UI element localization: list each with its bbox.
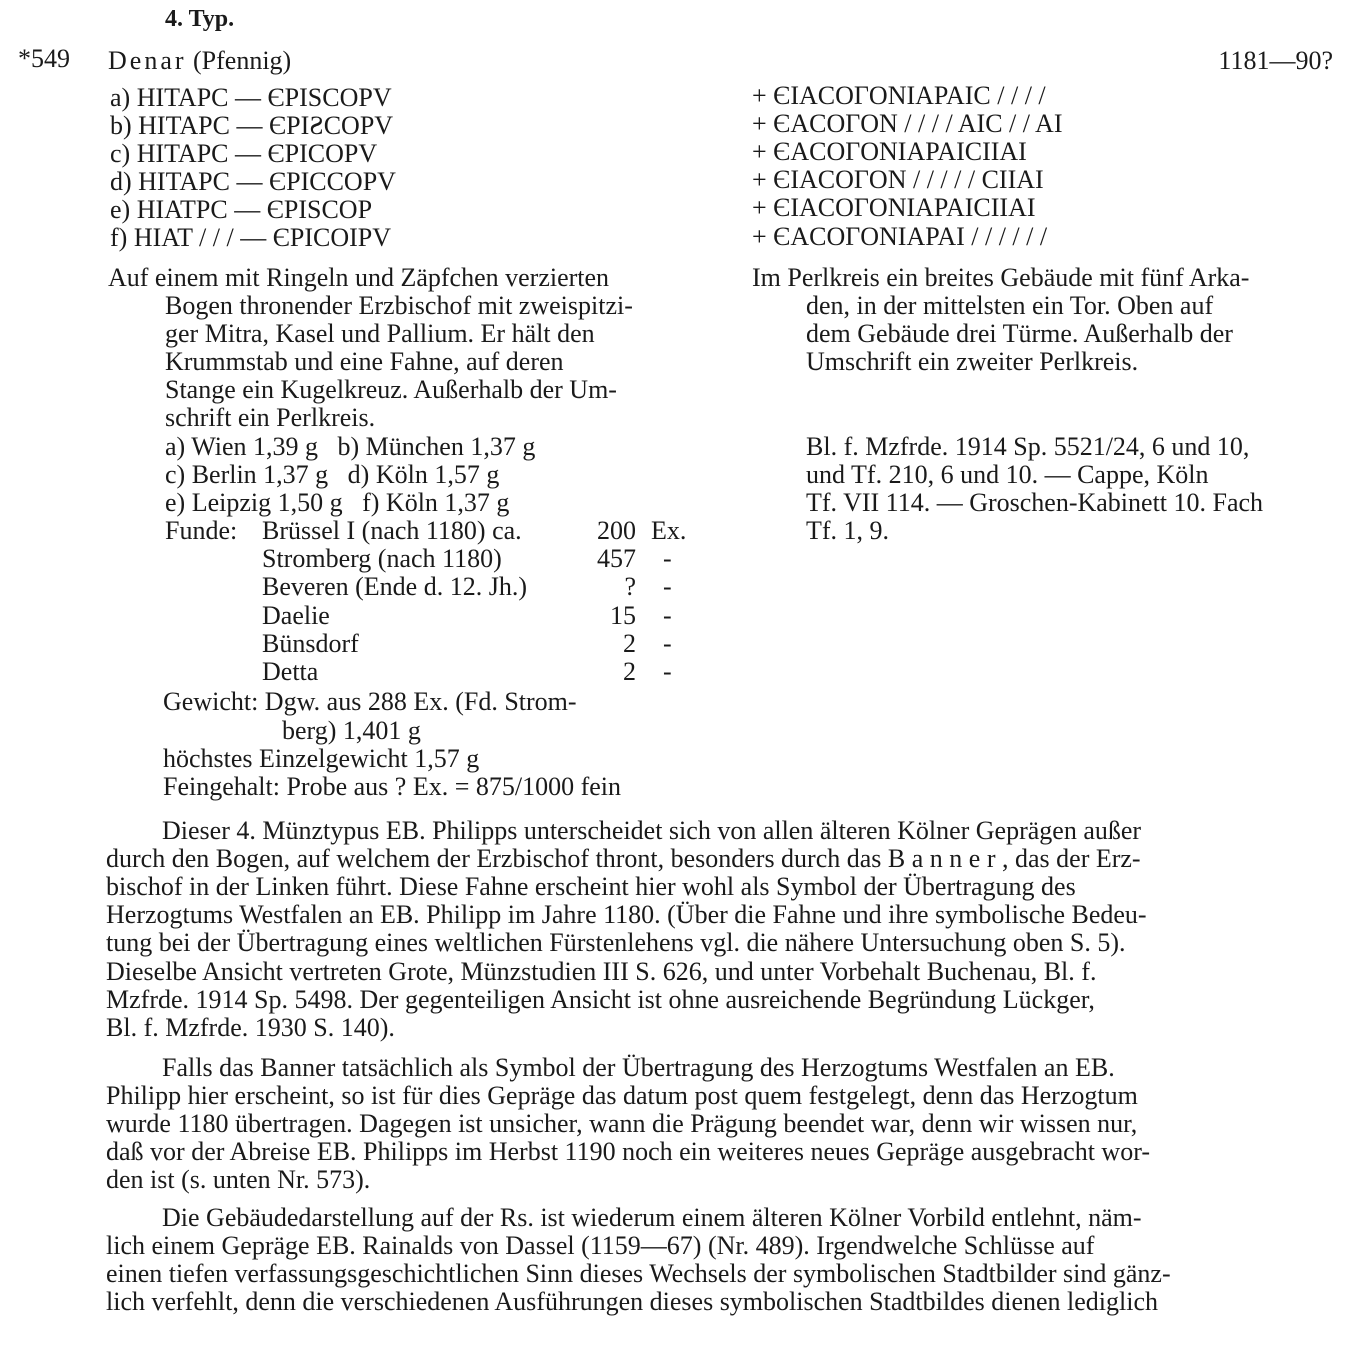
obverse-legend-a: a) HITAPC — ЄPISCOPV [110,83,392,112]
paragraph-1-line: bischof in der Linken führt. Diese Fahne erscheint hier wohl als Symbol der Übertragung des [106,872,1076,901]
paragraph-2-line: Falls das Banner tatsächlich als Symbol der Übertragung des Herzogtums Westfalen an EB. [162,1053,1115,1082]
find-place: Brüssel I (nach 1180) ca. [262,516,522,545]
find-count: 2 [623,629,636,658]
obverse-legend-f: f) HIAT / / / — ЄPICOIPV [110,223,392,252]
paragraph-1-line: Dieselbe Ansicht vertreten Grote, Münzstudien III S. 626, und unter Vorbehalt Buchenau, Bl. f. [106,957,1097,986]
reference-line: Bl. f. Mzfrde. 1914 Sp. 5521/24, 6 und 10, [806,432,1250,461]
reverse-legend-c: + ЄACOΓONIAPAICIIAI [752,137,1027,166]
find-count: 2 [623,657,636,686]
entry-title-spaced: Denar [108,46,187,75]
find-place: Bünsdorf [262,629,359,658]
reverse-description-line: den, in der mittelsten ein Tor. Oben auf [806,291,1214,320]
reverse-legend-b: + ЄACOΓON / / / / AIC / / AI [752,109,1063,138]
paragraph-2-line: Philipp hier erscheint, so ist für dies Gepräge das datum post quem festgelegt, denn das Herzogtum [106,1081,1138,1110]
obverse-legend-b: b) HITAPC — ЄPIƧCOPV [110,111,394,140]
weight-info-line: Gewicht: Dgw. aus 288 Ex. (Fd. Strom- [163,687,577,716]
find-place: Stromberg (nach 1180) [262,544,502,573]
weights-line: c) Berlin 1,37 g d) Köln 1,57 g [165,460,500,489]
find-place: Beveren (Ende d. 12. Jh.) [262,572,527,601]
find-unit: - [663,544,672,573]
find-count: 457 [597,544,636,573]
obverse-description-line: ger Mitra, Kasel und Pallium. Er hält den [165,319,595,348]
find-place: Detta [262,657,319,686]
paragraph-1-line: Dieser 4. Münztypus EB. Philipps unterscheidet sich von allen älteren Kölner Geprägen außer [162,816,1142,845]
paragraph-3-line: Die Gebäudedarstellung auf der Rs. ist wiederum einem älteren Kölner Vorbild entlehnt, näm- [162,1203,1142,1232]
obverse-description-line: Krummstab und eine Fahne, auf deren [165,347,564,376]
find-unit: - [663,657,672,686]
paragraph-3-line: lich einem Gepräge EB. Rainalds von Dassel (1159—67) (Nr. 489). Irgendwelche Schlüsse auf [106,1231,1095,1260]
paragraph-2-line: wurde 1180 übertragen. Dagegen ist unsicher, wann die Prägung beendet war, denn wir wissen nur, [106,1109,1138,1138]
paragraph-1-line: Mzfrde. 1914 Sp. 5498. Der gegenteiligen Ansicht ist ohne ausreichende Begründung Lückger, [106,985,1095,1014]
entry-number: *549 [18,44,70,73]
paragraph-1-line: tung bei der Übertragung eines weltlichen Fürstenlehens vgl. die nähere Untersuchung oben S. 5). [106,928,1126,957]
obverse-legend-e: e) HIATPC — ЄPISCOP [110,195,373,224]
obverse-description-line: Stange ein Kugelkreuz. Außerhalb der Um- [165,375,617,404]
reverse-legend-e: + ЄIACOΓONIAPAICIIAI [752,193,1036,222]
entry-title-rest: (Pfennig) [193,46,292,75]
entry-title [108,46,291,75]
reverse-legend-d: + ЄIACOΓON / / / / / CIIAI [752,165,1044,194]
obverse-description-line: Bogen thronender Erzbischof mit zweispitzi- [165,291,633,320]
section-heading: 4. Typ. [165,6,235,32]
paragraph-1-line: Herzogtums Westfalen an EB. Philipp im Jahre 1180. (Über die Fahne und ihre symbolische Bedeu- [106,900,1147,929]
finds-label: Funde: [165,516,238,545]
paragraph-3-line: einen tiefen verfassungsgeschichtlichen Sinn dieses Wechsels der symbolischen Stadtbilder sind gänz- [106,1259,1171,1288]
reference-line: Tf. VII 114. — Groschen-Kabinett 10. Fach [806,488,1264,517]
reverse-description-line: Im Perlkreis ein breites Gebäude mit fünf Arka- [752,263,1250,292]
find-unit: - [663,572,672,601]
reverse-legend-a: + ЄIACOΓONIAPAIC / / / / [752,81,1046,110]
find-unit: Ex. [651,516,687,545]
find-count: 15 [610,601,636,630]
weight-info-line: Feingehalt: Probe aus ? Ex. = 875/1000 fein [163,772,622,801]
paragraph-3-line: lich verfehlt, denn die verschiedenen Ausführungen dieses symbolischen Stadtbildes dienen lediglich [106,1287,1159,1316]
find-place: Daelie [262,601,330,630]
find-unit: - [663,601,672,630]
paragraph-1-line: durch den Bogen, auf welchem der Erzbischof thront, besonders durch das B a n n e r , das der Erz- [106,844,1141,873]
paragraph-2-line: den ist (s. unten Nr. 573). [106,1165,371,1194]
weights-line: e) Leipzig 1,50 g f) Köln 1,37 g [165,488,510,517]
paragraph-1-line: Bl. f. Mzfrde. 1930 S. 140). [106,1013,395,1042]
reference-line: und Tf. 210, 6 und 10. — Cappe, Köln [806,460,1209,489]
reverse-legend-f: + ЄACOΓONIAPAI / / / / / / [752,222,1048,251]
reverse-description-line: Umschrift ein zweiter Perlkreis. [806,347,1139,376]
entry-date: 1181—90? [1218,46,1333,75]
paragraph-2-line: daß vor der Abreise EB. Philipps im Herbst 1190 noch ein weiteres neues Gepräge ausgebracht wor- [106,1137,1150,1166]
obverse-description-line: schrift ein Perlkreis. [165,403,376,432]
reverse-description-line: dem Gebäude drei Türme. Außerhalb der [806,319,1233,348]
obverse-legend-d: d) HITAPC — ЄPICCOPV [110,167,396,196]
find-unit: - [663,629,672,658]
weights-line: a) Wien 1,39 g b) München 1,37 g [165,432,536,461]
obverse-legend-c: c) HITAPC — ЄPICOPV [110,139,378,168]
reference-line: Tf. 1, 9. [806,516,890,545]
weight-info-line: höchstes Einzelgewicht 1,57 g [163,744,480,773]
find-count: ? [624,572,636,601]
weight-info-line: berg) 1,401 g [282,716,421,745]
obverse-description-line: Auf einem mit Ringeln und Zäpfchen verzierten [108,263,610,292]
find-count: 200 [597,516,636,545]
